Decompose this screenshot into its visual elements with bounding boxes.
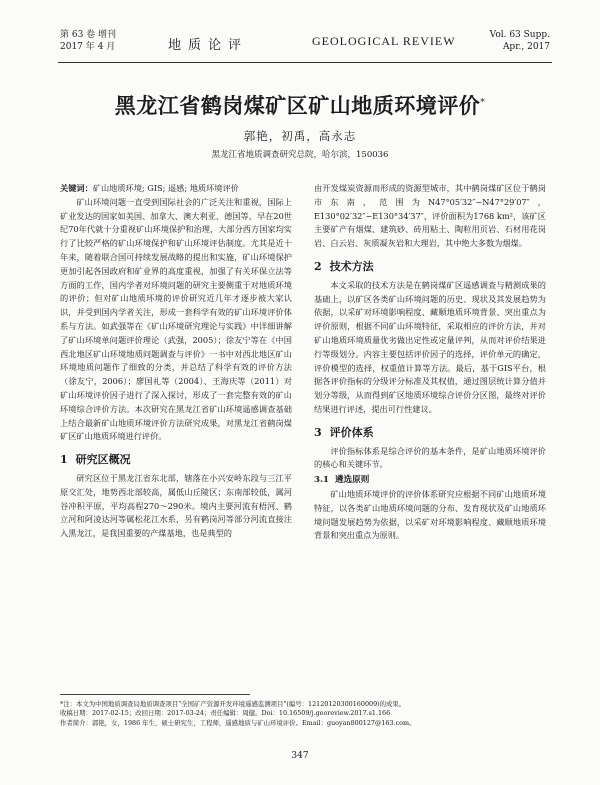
paper-title [0,90,600,120]
keywords-text: 矿山地质环境; GIS; 遥感; 地质环境评价 [92,183,239,193]
header-date-en: Apr., 2017 [502,42,550,52]
section-2-number: 2 [314,259,322,273]
footnote-author-bio: 作者简介：郭艳，女，1986 年生，硕士研究生，工程师，遥感地质与矿山环境评价。Email：guoyan800127@163.com。 [60,718,416,727]
section-1-heading [60,453,292,467]
section-1-title: 研究区概况 [75,453,131,467]
affiliation: 黑龙江省地质调查研究总院，哈尔滨，150036 [211,150,389,160]
section-3-paragraph: 评价指标体系是综合评价的基本条件，是矿山地质环境评价的核心和关键环节。 [314,445,546,470]
section-3-1-heading [314,474,546,488]
section-2-title: 技术方法 [329,259,374,273]
header-volume-issue: 第 63 卷 增刊 [60,30,117,40]
section-3-title: 评价体系 [329,425,374,439]
section-3-1-title: 遴选原则 [334,475,370,486]
header-year-month: 2017 年 4 月 [60,42,116,52]
footnote-rule [60,694,250,695]
section-1-number: 1 [60,453,68,467]
right-column [314,182,546,543]
footnote-dates: 收稿日期：2017-02-15；改回日期：2017-03-24；责任编辑：周健。Doi：10.16509/j.georeview.2017.s1.166 [60,709,391,718]
intro-paragraph: 矿山环境问题一直受到国际社会的广泛关注和重视，国际上矿业发达的国家如美国、加拿大、澳大利亚、德国等，早在20世纪70年代就十分重视矿山环境保护和治理，大部分西方国家均实行了比较严格的矿山环境保护和矿山环境评估制度。尤其是近十年来，随着联合国可持续发展战略的提出和实施，矿山环境保护更加引起各国政府和矿业界的高度重视，加强了有关环保立法等方面的工作，国内学者对环境问题的研究主要侧重于对地质环境的评价；但对矿山地质环境的评价研究近几年才逐步被大家认识，并受到国内学者关注，形成一套科学有效的矿山环境评价体系与方法。如武强等在《矿山环境研究理论与实践》中详细讲解了矿山环境单问题评价理论（武强，2005）；徐友宁等在《中国西北地区矿山环境地质问题调查与评价》一书中对西北地区矿山环境地质问题作了细致的分类，并总结了科学有效的评价方法（徐友宁，2006）；廖国礼等（2004）、王海庆等（2011）对矿山环境评价因子进行了深入探讨，形成了一套完整有效的矿山环境综合评价方法。本次研究在黑龙江省矿山环境遥感调查基础上结合最新矿山地质环境评价方法研究成果，对黑龙江省鹤岗煤矿区矿山地质环境进行评价。 [60,196,292,442]
section-2-paragraph: 本文采取的技术方法是在鹤岗煤矿区遥感调查与精测成果的基础上，以矿区各类矿山环境问题的历史、现状及其发展趋势为依据，以采矿对环境影响程度、藏顺地质环境背景、突出重点为评价原则，根据不同矿山环境特征，采取相应的评价方法，并对矿山地质环境质量优劣做出定性或定量评判，从而对评价结果进行等级划分。内容主要包括评价因子的选择，评价单元的确定，评价模型的选择，权重值计算等方法。最后，基于GIS平台，根据各评价指标的分级评分标准及其权值，通过图层统计算分值并划分等级，从而得到矿区地质环境综合评价分区图，最终对评价结果进行评述，提出可行性建议。 [314,279,546,414]
footnotes [60,700,550,728]
left-column [60,182,292,541]
section-3-1-paragraph: 矿山地质环境评价的评价体系研究应根据不同矿山地质环境特征，以各类矿山地质环境问题的分布、发育现状及矿山地质环境问题发展趋势为依据，以采矿对环境影响程度、藏顺地质环境背景和突出重点为原则。 [314,488,546,541]
header-journal-cn: 地质论评 [168,38,249,53]
header-volume-en: Vol. 63 Supp. [489,30,550,40]
header-journal-en: GEOLOGICAL REVIEW [312,34,456,48]
page-number: 347 [291,751,309,761]
keywords [60,182,292,196]
section-3-number: 3 [314,425,322,439]
header-rule [58,62,552,63]
section-1-paragraph: 研究区位于黑龙江省东北部，辖落在小兴安岭东段与三江平原交汇处，地势西北部较高，属低山丘陵区；东南部较低，属河谷冲积平原，平均高程270～290米。境内主要河流有梧河、鹤立河和阿凌达河等属松花江水系，另有鹤岗河等部分河流直接注入黑龙江，是我国重要的产煤基地，也是典型的 [60,472,292,539]
section-3-1-number: 3.1 [314,475,329,486]
keywords-label: 关键词： [60,183,93,193]
title-footnote-mark: * [480,98,486,108]
running-header [60,28,550,62]
authors: 郭艳，初禹，高永志 [243,129,357,143]
footnote-funding: *注：本文为中国地质调查局地质调查项目"全国矿产资源开发环境遥感监测项目"(编号：12120120300160009)的成果。 [60,700,406,708]
paper-title-text: 黑龙江省鹤岗煤矿区矿山地质环境评价 [114,93,481,118]
section-2-heading [314,260,546,274]
section-3-heading [314,426,546,440]
continuation-paragraph: 由开发煤炭资源而形成的资源型城市，其中鹤岗煤矿区位于鹤岗市东南，范围为N47°05′32″~N47°29′07″，E130°02′32″~E130°34′37″，评价面积为1768 km²，该矿区主要矿产有烟煤、建筑砂、砖用粘土、陶粒用页岩、石材用花岗岩、白云岩、灰质凝灰岩和大理岩，其中绝大多数为烟煤。 [314,183,546,249]
